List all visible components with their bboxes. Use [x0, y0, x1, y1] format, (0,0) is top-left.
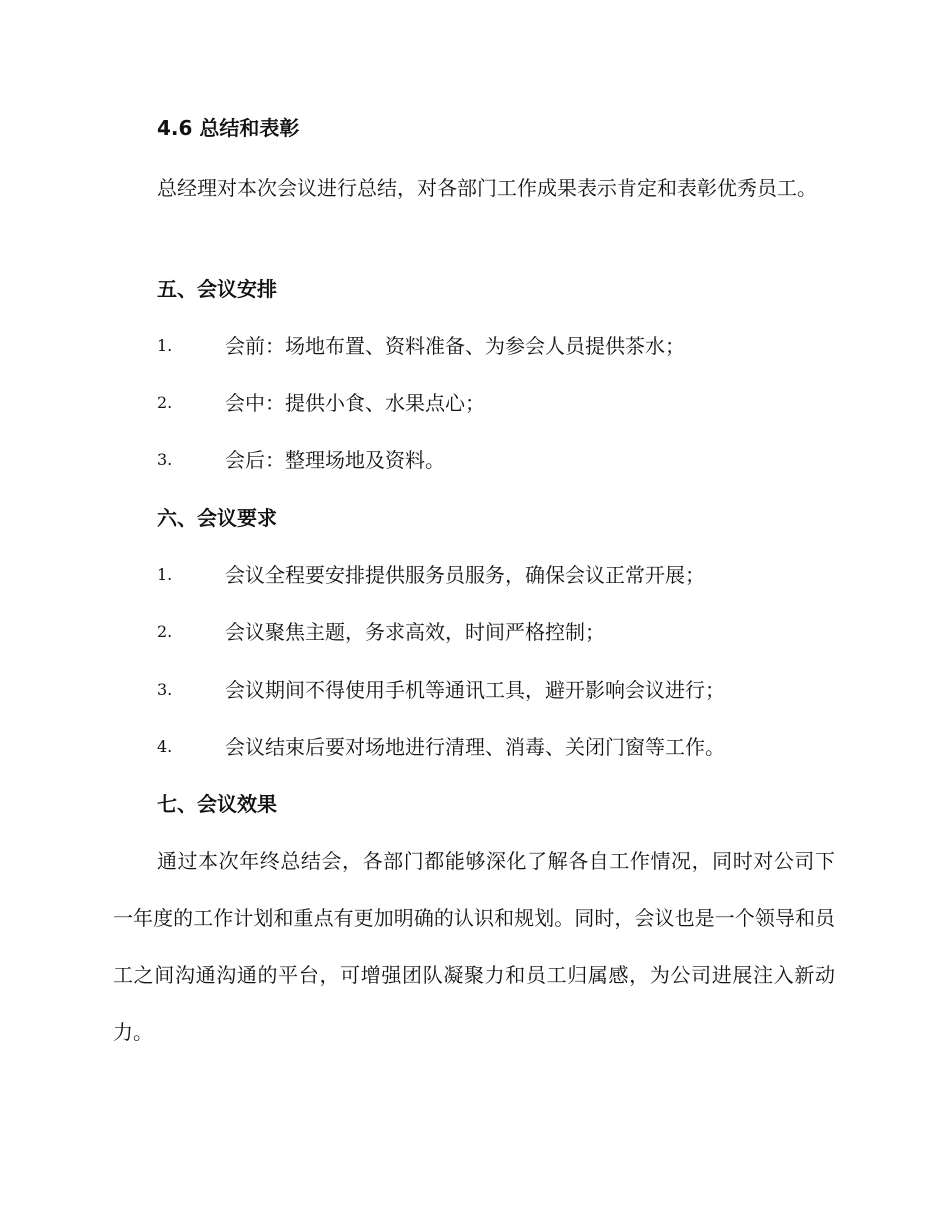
paragraph-summary: 总经理对本次会议进行总结，对各部门工作成果表示肯定和表彰优秀员工。	[157, 176, 817, 200]
list-number: 3.	[157, 450, 173, 469]
list-text: 会议全程要安排提供服务员服务，确保会议正常开展；	[225, 563, 705, 587]
list-text: 会议期间不得使用手机等通讯工具，避开影响会议进行；	[225, 678, 725, 702]
heading-meeting-effect: 七、会议效果	[157, 792, 277, 816]
paragraph-effect: 通过本次年终总结会，各部门都能够深化了解各自工作情况，同时对公司下一年度的工作计划和重点有更加明确的认识和规划。同时，会议也是一个领导和员工之间沟通沟通的平台，可增强团队凝聚力和员工归属感，为公司进展注入新动力。	[113, 849, 835, 1044]
list-text: 会后：整理场地及资料。	[225, 448, 445, 472]
heading-meeting-arrangement: 五、会议安排	[157, 277, 277, 301]
list-number: 4.	[157, 737, 173, 756]
list-text: 会前：场地布置、资料准备、为参会人员提供茶水；	[225, 334, 685, 358]
list-number: 1.	[157, 565, 173, 584]
list-number: 1.	[157, 336, 173, 355]
heading-4-6: 4.6 总结和表彰	[157, 116, 300, 140]
heading-meeting-requirements: 六、会议要求	[157, 506, 277, 530]
list-text: 会议聚焦主题，务求高效，时间严格控制；	[225, 620, 605, 644]
list-number: 3.	[157, 680, 173, 699]
list-number: 2.	[157, 393, 173, 412]
list-text: 会中：提供小食、水果点心；	[225, 391, 485, 415]
list-number: 2.	[157, 622, 173, 641]
list-text: 会议结束后要对场地进行清理、消毒、关闭门窗等工作。	[225, 735, 725, 759]
